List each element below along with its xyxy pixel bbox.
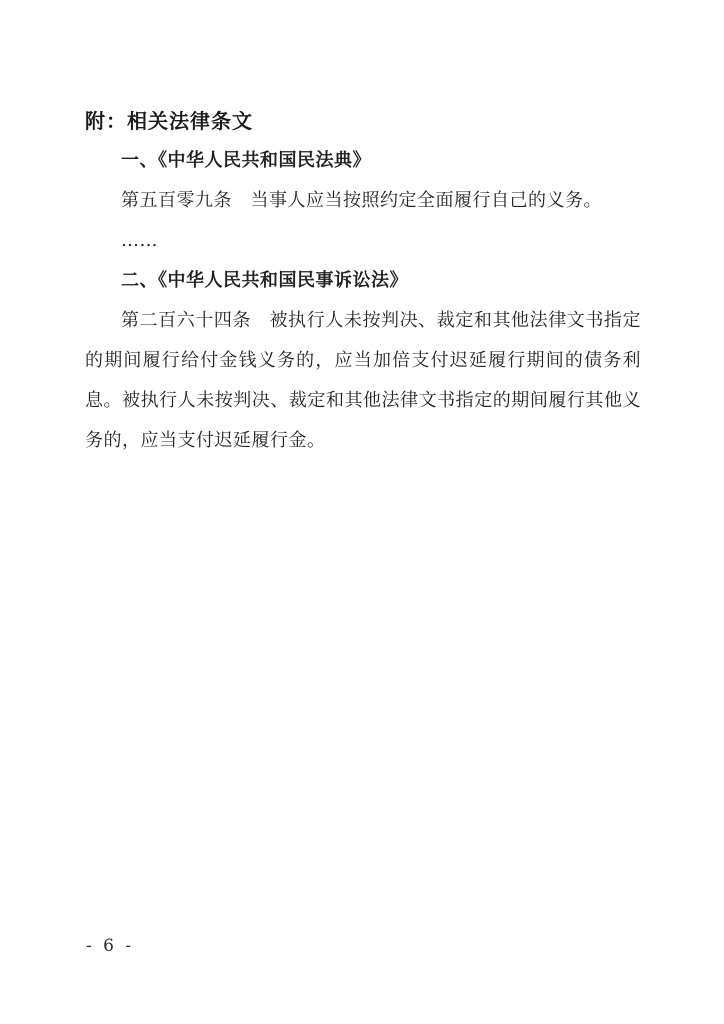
section-2-article-264: 第二百六十四条 被执行人未按判决、裁定和其他法律文书指定的期间履行给付金钱义务的，应当加倍支付迟延履行期间的债务利息。被执行人未按判决、裁定和其他法律文书指定的期间履行其他义务的，应当支付迟延履行金。 (85, 310, 641, 451)
page-number: - 6 - (86, 936, 135, 956)
section-1-ellipsis: …… (121, 230, 158, 251)
document-content (85, 101, 641, 461)
section-1-article-509: 第五百零九条 当事人应当按照约定全面履行自己的义务。 (121, 190, 602, 211)
attachment-heading: 附：相关法律条文 (85, 109, 253, 133)
section-2-title: 二、《中华人民共和国民事诉讼法》 (121, 270, 408, 291)
section-1-title: 一、《中华人民共和国民法典》 (121, 150, 371, 171)
